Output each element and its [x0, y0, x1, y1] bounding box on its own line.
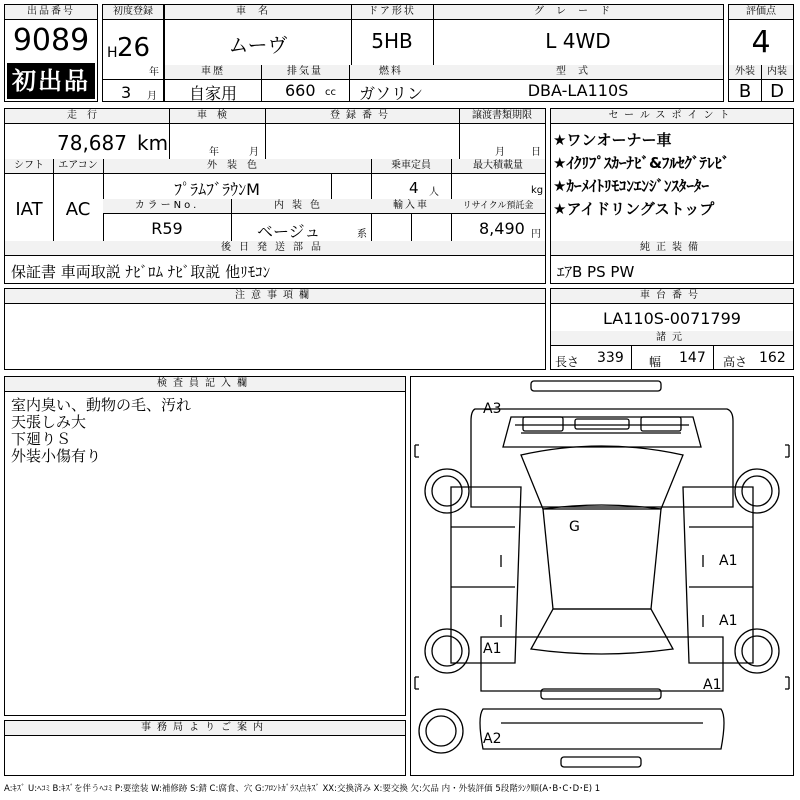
grade: L 4WD [545, 29, 611, 53]
chassis-label: 車台番号 [551, 289, 793, 304]
lot-number-label: 出品番号 [5, 5, 97, 20]
sales-point-item: ★ｲｸﾘﾌﾟｽｶｰﾅﾋﾞ&ﾌﾙｾｸﾞﾃﾚﾋﾞ [553, 154, 730, 172]
recycle-unit: 円 [531, 229, 541, 240]
interior-grade: D [770, 81, 784, 102]
max-load-label: 最大積載量 [451, 159, 545, 174]
fuel: ガソリン [358, 84, 423, 103]
registration-year: 26 [117, 33, 151, 63]
ac: AC [65, 199, 91, 220]
ac-label: エアコン [53, 159, 103, 174]
score: 4 [751, 25, 771, 60]
int-color-unit: 系 [357, 229, 367, 240]
damage-mark-a1: A1 [703, 677, 722, 693]
width: 147 [679, 350, 706, 366]
recycle-label: リサイクル預託金 [451, 199, 545, 214]
width-label: 幅 [649, 355, 662, 369]
first-registration-label: 初度登録 [103, 5, 163, 20]
transfer-month-unit: 月 [495, 147, 505, 158]
capacity-unit: 人 [429, 187, 439, 198]
inspection-month-unit: 月 [249, 147, 259, 158]
mileage: 78,687 [57, 131, 127, 155]
reg-number-label: 登録番号 [265, 109, 459, 124]
lot-number-box [4, 4, 98, 102]
chassis-box [550, 288, 794, 370]
max-load-unit: kg [531, 185, 544, 196]
sales-points-box [550, 108, 794, 284]
score-label: 評価点 [729, 5, 793, 20]
first-listing-badge: 初出品 [7, 63, 95, 99]
car-name-label: 車名 [165, 5, 351, 20]
capacity-label: 乗車定員 [371, 159, 451, 174]
inspector-line: 室内臭い、動物の毛、汚れ [11, 396, 192, 414]
height-label: 高さ [723, 355, 748, 369]
exterior-label: 外装 [729, 65, 761, 80]
office-box [4, 720, 406, 776]
inspector-label: 検査員記入欄 [5, 377, 405, 392]
shift: IAT [15, 199, 43, 220]
ext-color-label: 外装色 [103, 159, 371, 174]
transfer-deadline-label: 譲渡書類期限 [459, 109, 545, 124]
displacement-unit: cc [325, 87, 336, 98]
damage-diagram [410, 376, 794, 776]
roof-shape [543, 509, 661, 609]
interior-label: 内装 [761, 65, 793, 80]
rear-bumper-shape [480, 709, 724, 749]
color-no: R59 [151, 219, 183, 238]
int-color-label: 内装色 [231, 199, 371, 214]
sales-point-item: ★ワンオーナー車 [553, 131, 672, 149]
genuine-equipment: ｴｱB PS PW [557, 263, 635, 281]
notes-box [4, 288, 546, 370]
damage-mark-a2: A2 [483, 731, 502, 747]
damage-mark-a1: A1 [719, 553, 738, 569]
color-no-label: カラーNo. [103, 199, 231, 214]
legend: A:ｷｽﾞ U:ﾍｺﾐ B:ｷｽﾞを伴うﾍｺﾐ P:要塗装 W:補修跡 S:錆 C:腐食、穴 G:ﾌﾛﾝﾄｶﾞﾗｽ点ｷｽﾞ XX:交換済み X:要交換 欠:欠品 内・外装評価 5段階ﾗﾝｸ順(A･B･C･D･E) 1 [4, 784, 601, 794]
import-label: 輸入車 [371, 199, 451, 214]
inspection-label: 車検 [169, 109, 265, 124]
damage-mark-a1: A1 [483, 641, 502, 657]
damage-mark-a1: A1 [719, 613, 738, 629]
lot-number: 9089 [12, 23, 90, 58]
model-code: DBA-LA110S [527, 81, 629, 100]
damage-mark-a3: A3 [483, 401, 502, 417]
displacement: 660 [285, 81, 316, 100]
history-label: 車歴 [165, 65, 261, 80]
sales-point-item: ★ｶｰﾒｲﾄﾘﾓｺﾝｴﾝｼﾞﾝｽﾀｰﾀｰ [553, 177, 709, 195]
car-diagram-svg [411, 377, 793, 775]
model-label: 型式 [433, 65, 723, 80]
sales-points-label: セールスポイント [551, 109, 793, 124]
length-label: 長さ [555, 355, 580, 369]
displacement-label: 排気量 [261, 65, 349, 80]
score-box [728, 4, 794, 102]
windshield-shape [521, 446, 683, 509]
mileage-unit: km [137, 131, 169, 155]
sales-point-item: ★アイドリングストップ [553, 200, 715, 218]
mileage-label: 走行 [5, 109, 169, 124]
inspector-line: 天張しみ大 [11, 413, 87, 431]
inspector-box [4, 376, 406, 716]
history: 自家用 [188, 84, 237, 103]
inspector-line: 下廻りＳ [11, 430, 72, 448]
vehicle-detail-box [4, 108, 546, 284]
transfer-day-unit: 日 [531, 147, 541, 158]
ext-color: ﾌﾟﾗﾑﾌﾞﾗｳﾝM [174, 180, 260, 199]
shift-label: シフト [5, 159, 53, 174]
chassis-number: LA110S-0071799 [603, 309, 741, 328]
height: 162 [759, 350, 786, 366]
damage-mark-g: G [569, 519, 580, 535]
later-parts: 保証書 車両取説 ﾅﾋﾞﾛﾑ ﾅﾋﾞ取説 他ﾘﾓｺﾝ [11, 263, 271, 281]
first-registration-box [102, 4, 164, 102]
era: H [107, 45, 118, 61]
main-spec-box [164, 4, 724, 102]
month-unit: 月 [147, 91, 157, 102]
body-front-shape [471, 409, 733, 507]
door-type: 5HB [371, 29, 413, 53]
door-type-label: ドア形状 [351, 5, 433, 20]
genuine-equipment-label: 純正装備 [551, 241, 793, 256]
specs-label: 諸元 [551, 331, 793, 346]
tailgate-shape [481, 637, 723, 691]
fuel-label: 燃料 [349, 65, 433, 80]
office-label: 事務局よりご案内 [5, 721, 405, 736]
inspection-year-unit: 年 [209, 147, 219, 158]
front-bumper-shape [531, 381, 661, 391]
int-color: ベージュ [257, 222, 321, 241]
grade-label: グレード [433, 5, 723, 20]
car-name: ムーヴ [228, 33, 288, 57]
inspector-line: 外装小傷有り [11, 447, 102, 465]
later-parts-label: 後日発送部品 [5, 241, 545, 256]
recycle-fee: 8,490 [479, 219, 525, 238]
registration-month: 3 [121, 83, 132, 102]
length: 339 [597, 350, 624, 366]
capacity: 4 [409, 179, 419, 197]
notes-label: 注意事項欄 [5, 289, 545, 304]
exterior-grade: B [738, 81, 752, 102]
year-unit: 年 [149, 67, 159, 78]
